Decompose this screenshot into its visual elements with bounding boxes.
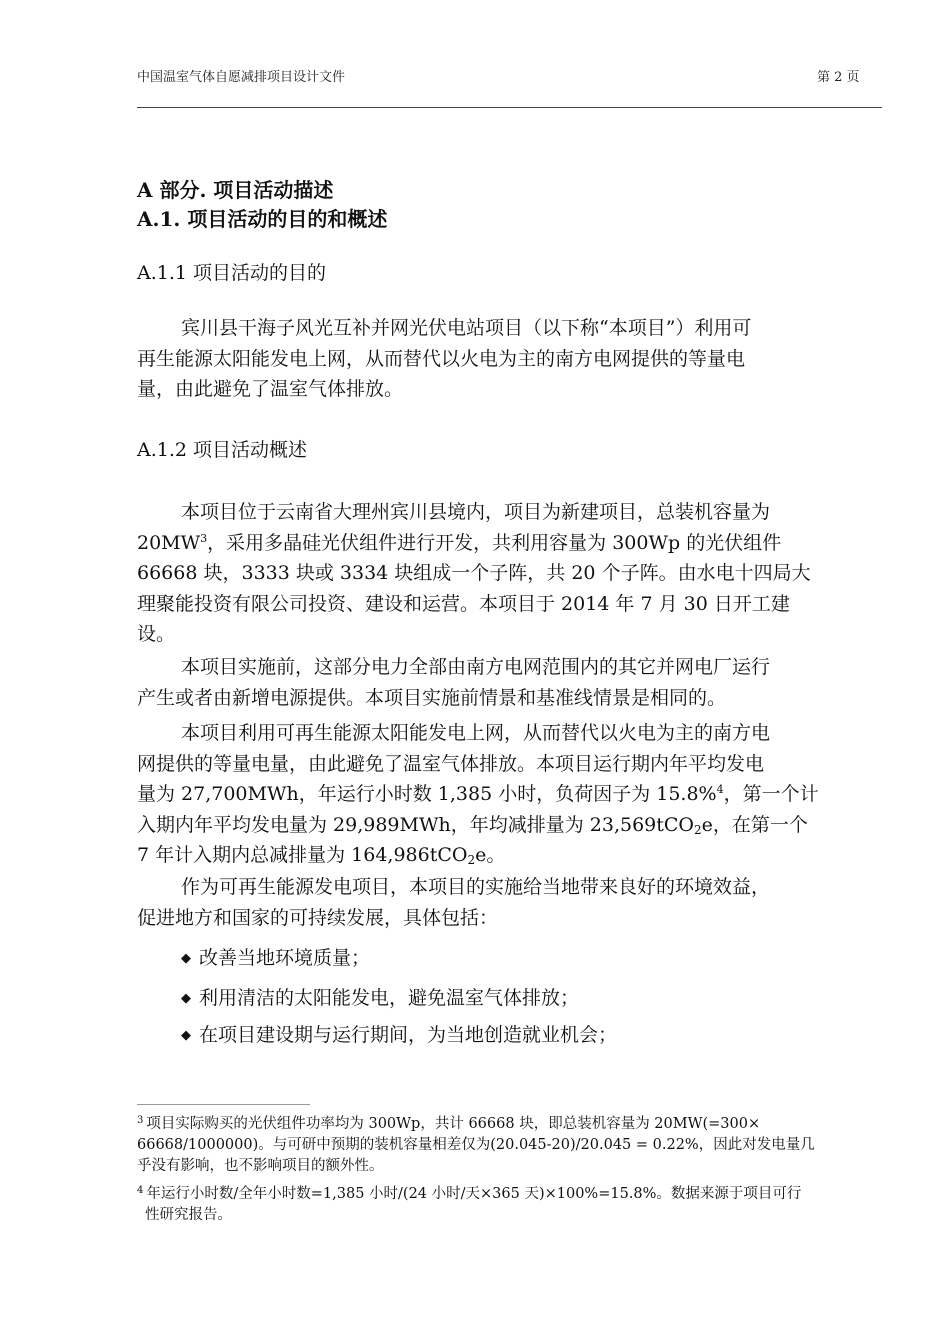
list-item-text: 利用清洁的太阳能发电，避免温室气体排放； [199,987,580,1009]
list-item-text: 改善当地环境质量； [199,947,371,969]
text-span: 20MW [137,531,201,554]
diamond-bullet-icon: ◆ [181,991,191,1006]
overview-paragraph-3 [137,718,882,871]
section-a12-heading: A.1.2 项目活动概述 [137,439,308,461]
text-line: 66668 块，3333 块或 3334 块组成一个子阵，共 20 个子阵。由水电十四局大 [137,562,811,584]
footnote-line: 性研究报告。 [145,1207,232,1223]
text-line: 促进地方和国家的可持续发展，具体包括： [137,906,499,929]
footnote-number: 4 [137,1185,144,1196]
text-line: 本项目利用可再生能源太阳能发电上网，从而替代以火电为主的南方电 [181,722,771,744]
text-span: ，第一个计 [723,783,819,805]
text-line: 本项目实施前，这部分电力全部由南方电网范围内的其它并网电厂运行 [181,656,771,678]
purpose-paragraph [137,313,882,405]
footnote-text: 项目实际购买的光伏组件功率均为 300Wp，共计 66668 块，即总装机容量为 20MW(=300× [146,1116,761,1132]
footnote-line: 乎没有影响，也不影响项目的额外性。 [137,1158,384,1174]
overview-paragraph-4 [137,872,882,933]
footnote-ref-4: 4 [716,783,724,796]
footnote-line [137,1114,882,1135]
text-line [137,810,882,841]
text-line: 产生或者由新增电源提供。本项目实施前情景和基准线情景是相同的。 [137,686,727,709]
footnote-ref-3: 3 [200,531,208,545]
footnote-line: 66668/1000000)。与可研中预期的装机容量相差仅为(20.045-20)/20.045 = 0.22%，因此对发电量几 [137,1137,815,1153]
text-span: 7 年计入期内总减排量为 164,986tCO [137,844,468,866]
footnote-3 [137,1114,882,1177]
benefit-list-item [181,944,370,973]
benefit-list-item [181,1021,617,1050]
header-page-number: 第 2 页 [817,70,860,85]
footnote-4 [137,1184,882,1226]
diamond-bullet-icon: ◆ [181,951,191,966]
text-line: 量，由此避免了温室气体排放。 [137,378,404,400]
text-span: 入期内年平均发电量为 29,989MWh，年均减排量为 23,569tCO [137,813,695,836]
text-line: 网提供的等量电量，由此避免了温室气体排放。本项目运行期内年平均发电 [137,752,765,775]
text-line: 设。 [137,623,176,645]
text-line: 理聚能投资有限公司投资、建设和运营。本项目于 2014 年 7 月 30 日开工建 [137,592,790,615]
diamond-bullet-icon: ◆ [181,1028,191,1043]
footnote-text: 年运行小时数/全年小时数=1,385 小时/(24 小时/天×365 天)×100%=15.8%。数据来源于项目可行 [146,1186,802,1202]
section-a1-heading: A.1. 项目活动的目的和概述 [137,207,388,231]
text-line: 再生能源太阳能发电上网，从而替代以火电为主的南方电网提供的等量电 [137,347,746,370]
text-line: 宾川县干海子风光互补并网光伏电站项目（以下称“本项目”）利用可 [181,317,752,339]
footnote-divider [137,1104,310,1105]
subscript: 2 [467,853,476,867]
overview-paragraph-2 [137,652,882,713]
text-span: e。 [475,844,506,866]
section-a11-heading: A.1.1 项目活动的目的 [137,262,327,284]
benefit-list-item [181,984,579,1013]
part-a-heading: A 部分. 项目活动描述 [137,178,334,202]
overview-paragraph-1 [137,497,882,650]
list-item-text: 在项目建设期与运行期间，为当地创造就业机会； [199,1024,618,1046]
text-line [137,840,882,871]
text-span: e，在第一个 [701,813,808,836]
footnote-number: 3 [137,1115,144,1126]
text-line: 作为可再生能源发电项目，本项目的实施给当地带来良好的环境效益， [181,876,771,898]
header-divider [137,107,882,108]
text-span: ，采用多晶硅光伏组件进行开发，共利用容量为 300Wp 的光伏组件 [207,531,782,554]
text-line [137,528,882,559]
header-title: 中国温室气体自愿减排项目设计文件 [137,70,346,85]
text-span: 量为 27,700MWh，年运行小时数 1,385 小时，负荷因子为 15.8% [137,783,717,805]
text-line [137,779,882,810]
footnote-line [137,1184,882,1205]
text-line: 本项目位于云南省大理州宾川县境内，项目为新建项目，总装机容量为 [181,501,771,523]
subscript: 2 [694,822,702,837]
